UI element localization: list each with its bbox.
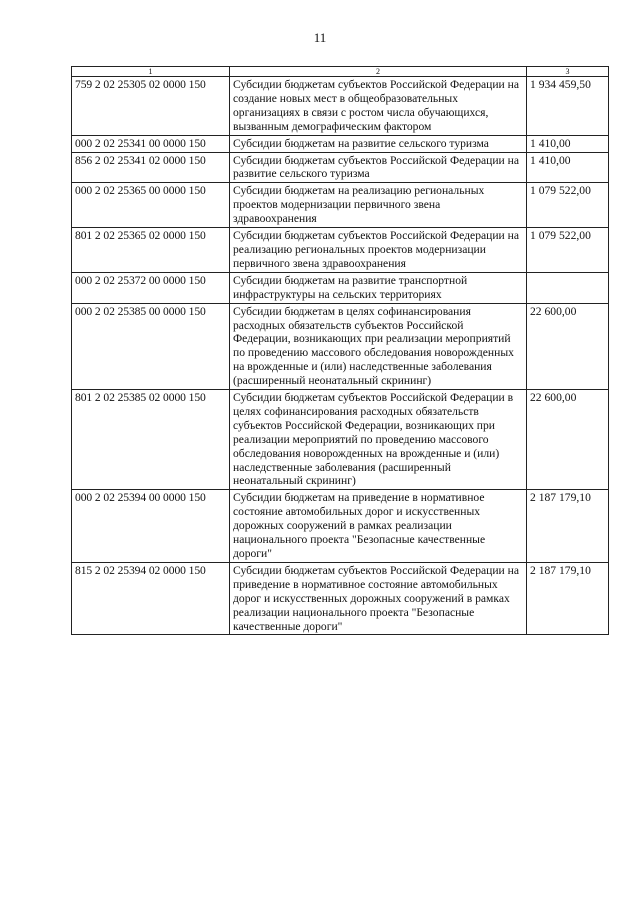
budget-code: 759 2 02 25305 02 0000 150 bbox=[72, 77, 230, 136]
description: Субсидии бюджетам в целях софинансирования расходных обязательств субъектов Российской Федерации, возникающих при реализации мероприятий по проведению массового обследования новорожденных на врожденные и (или) наследственные заболевания (расширенный неонатальный скрининг) bbox=[230, 303, 527, 389]
description: Субсидии бюджетам субъектов Российской Федерации в целях софинансирования расходных обязательств субъектов Российской Федерации, возникающих при реализации мероприятий по проведению массового обследования новорожденных на врожденные и (или) наследственные заболевания (расширенный неонатальный скрининг) bbox=[230, 390, 527, 490]
table-row bbox=[72, 77, 609, 136]
description: Субсидии бюджетам субъектов Российской Федерации на приведение в нормативное состояние автомобильных дорог и искусственных дорожных сооружений в рамках реализации национального проекта "Безопасные качественные дороги" bbox=[230, 562, 527, 635]
table-row bbox=[72, 490, 609, 563]
table-row bbox=[72, 562, 609, 635]
amount: 22 600,00 bbox=[527, 303, 609, 389]
table-row bbox=[72, 135, 609, 152]
budget-code: 000 2 02 25385 00 0000 150 bbox=[72, 303, 230, 389]
budget-code: 000 2 02 25341 00 0000 150 bbox=[72, 135, 230, 152]
description: Субсидии бюджетам субъектов Российской Федерации на создание новых мест в общеобразовательных организациях в связи с ростом числа обучающихся, вызванным демографическим фактором bbox=[230, 77, 527, 136]
amount: 22 600,00 bbox=[527, 390, 609, 490]
budget-table bbox=[71, 66, 609, 635]
column-number-row bbox=[72, 67, 609, 77]
table-row bbox=[72, 390, 609, 490]
budget-code: 000 2 02 25365 00 0000 150 bbox=[72, 183, 230, 228]
budget-code: 815 2 02 25394 02 0000 150 bbox=[72, 562, 230, 635]
table-row bbox=[72, 183, 609, 228]
amount: 1 934 459,50 bbox=[527, 77, 609, 136]
amount bbox=[527, 272, 609, 303]
description: Субсидии бюджетам на развитие сельского туризма bbox=[230, 135, 527, 152]
page-number: 11 bbox=[313, 30, 327, 45]
amount: 2 187 179,10 bbox=[527, 562, 609, 635]
budget-code: 000 2 02 25372 00 0000 150 bbox=[72, 272, 230, 303]
amount: 1 079 522,00 bbox=[527, 228, 609, 273]
table-row bbox=[72, 228, 609, 273]
amount: 1 410,00 bbox=[527, 152, 609, 183]
description: Субсидии бюджетам субъектов Российской Федерации на реализацию региональных проектов модернизации первичного звена здравоохранения bbox=[230, 228, 527, 273]
column-number: 1 bbox=[72, 67, 230, 77]
description: Субсидии бюджетам на реализацию региональных проектов модернизации первичного звена здравоохранения bbox=[230, 183, 527, 228]
budget-code: 801 2 02 25365 02 0000 150 bbox=[72, 228, 230, 273]
column-number: 2 bbox=[230, 67, 527, 77]
table-row bbox=[72, 303, 609, 389]
budget-code: 801 2 02 25385 02 0000 150 bbox=[72, 390, 230, 490]
table-row bbox=[72, 272, 609, 303]
budget-code: 000 2 02 25394 00 0000 150 bbox=[72, 490, 230, 563]
column-number: 3 bbox=[527, 67, 609, 77]
description: Субсидии бюджетам на развитие транспортной инфраструктуры на сельских территориях bbox=[230, 272, 527, 303]
amount: 1 079 522,00 bbox=[527, 183, 609, 228]
description: Субсидии бюджетам на приведение в нормативное состояние автомобильных дорог и искусственных дорожных сооружений в рамках реализации национального проекта "Безопасные качественные дороги" bbox=[230, 490, 527, 563]
table-row bbox=[72, 152, 609, 183]
amount: 1 410,00 bbox=[527, 135, 609, 152]
description: Субсидии бюджетам субъектов Российской Федерации на развитие сельского туризма bbox=[230, 152, 527, 183]
amount: 2 187 179,10 bbox=[527, 490, 609, 563]
budget-code: 856 2 02 25341 02 0000 150 bbox=[72, 152, 230, 183]
